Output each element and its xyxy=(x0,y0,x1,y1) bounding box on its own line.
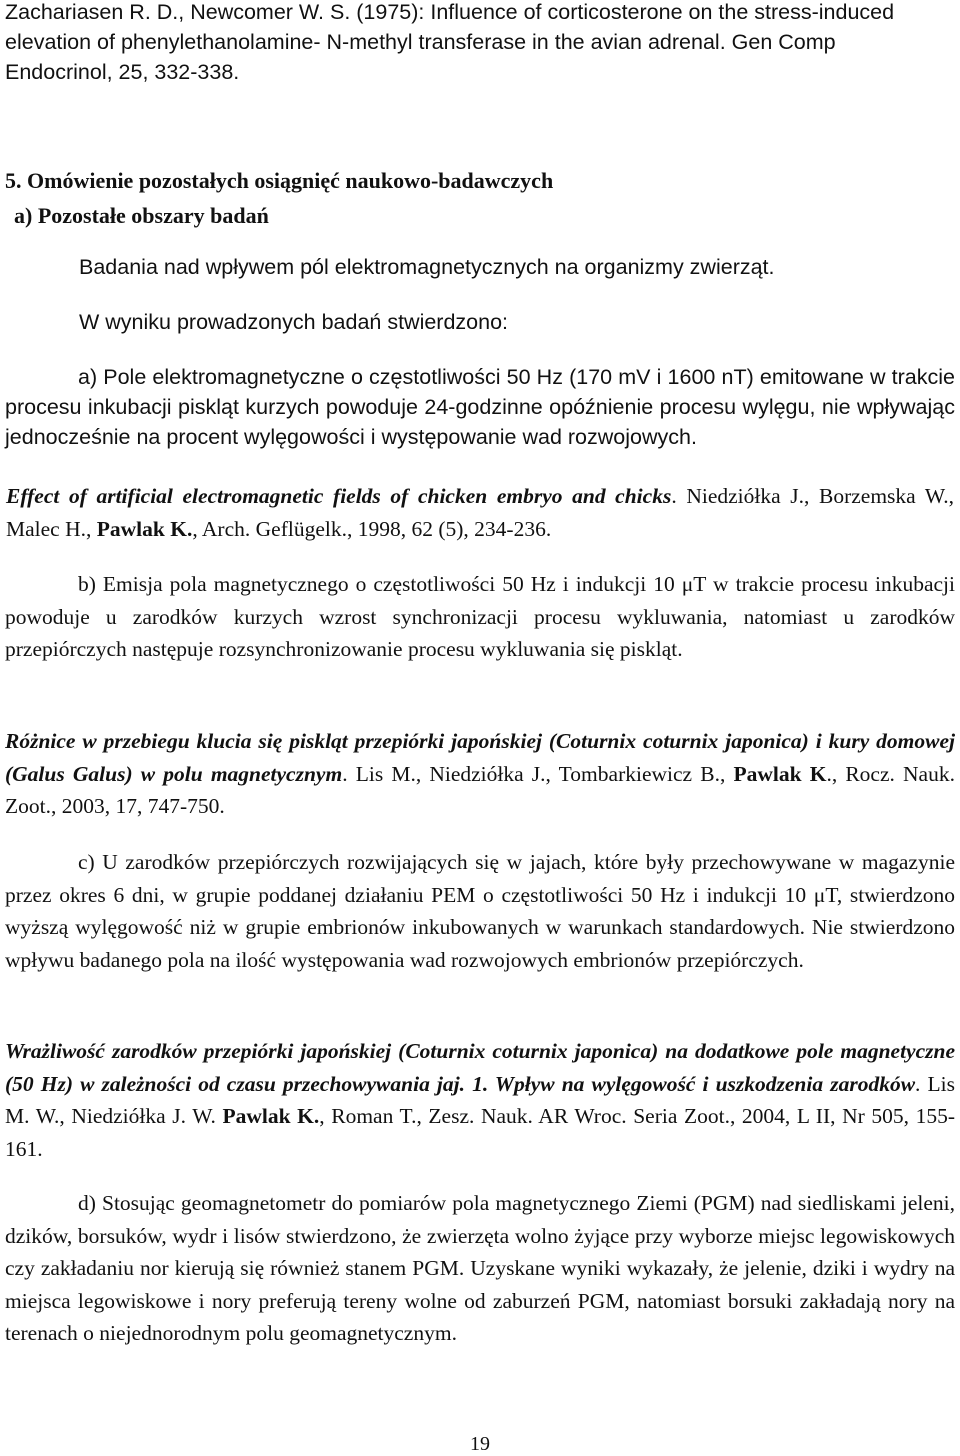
reference-title: Różnice w przebiegu klucia się piskląt przepiórki japońskiej (Coturnix coturnix japonica) i kury domowej (Galus Galus) w polu magnetycznym xyxy=(5,729,955,786)
reference-title: Wrażliwość zarodków przepiórki japońskiej (Coturnix coturnix japonica) na dodatkowe pole magnetyczne (50 Hz) w zależności od czasu przechowywania jaj. 1. Wpływ na wylęgowość i uszkodzenia zarodków xyxy=(5,1039,955,1096)
reference-title: Effect of artificial electromagnetic fields of chicken embryo and chicks xyxy=(6,484,672,508)
reference-line: elevation of phenylethanolamine- N-methyl transferase in the avian adrenal. Gen Comp xyxy=(5,30,836,54)
reference-highlighted-author: Pawlak K. xyxy=(96,516,193,541)
reference-source: ., Rocz. Nauk. Zoot., 2003, 17, 747-750. xyxy=(5,761,955,818)
reference-line: Zachariasen R. D., Newcomer W. S. (1975): Influence of corticosterone on the stress-induced xyxy=(5,0,895,24)
intro-findings: W wyniku prowadzonych badań stwierdzono: xyxy=(79,310,509,334)
reference-a xyxy=(6,480,954,545)
finding-c: c) U zarodków przepiórczych rozwijających się w jajach, które były przechowywane w magazynie przez okres 6 dni, w grupie poddanej działaniu PEM o częstotliwości 50 Hz i indukcji 10 μT, stwierdzono wyższą wylęgowość niż w grupie embrionów inkubowanych w warunkach standardowych. Nie stwierdzono wpływu badanego pola na ilość występowania wad rozwojowych embrionów przepiórczych. xyxy=(5,850,955,972)
reference-authors: . Niedziółka J., Borzemska W., Malec H., xyxy=(6,484,955,541)
reference-c xyxy=(5,1035,955,1165)
reference-b xyxy=(5,725,955,823)
section-subheading: a) Pozostałe obszary badań xyxy=(14,203,269,228)
reference-highlighted-author: Pawlak K xyxy=(733,761,827,786)
reference-authors: . Lis M. W., Niedziółka J. W. xyxy=(5,1071,955,1128)
finding-b: b) Emisja pola magnetycznego o częstotliwości 50 Hz i indukcji 10 μT w trakcie procesu inkubacji powoduje u zarodków kurzych wzrost synchronizacji procesu wykluwania, natomiast u zarodków przepiórczych następuje rozsynchronizowanie procesu wykluwania się piskląt. xyxy=(5,572,955,661)
reference-line: Endocrinol, 25, 332-338. xyxy=(5,60,240,84)
reference-source: , Arch. Geflügelk., 1998, 62 (5), 234-236. xyxy=(192,516,552,541)
reference-authors: . Lis M., Niedziółka J., Tombarkiewicz B., xyxy=(342,761,734,786)
section-heading: 5. Omówienie pozostałych osiągnięć naukowo-badawczych xyxy=(5,168,554,193)
top-reference xyxy=(5,0,955,87)
finding-d: d) Stosując geomagnetometr do pomiarów pola magnetycznego Ziemi (PGM) nad siedliskami jeleni, dzików, borsuków, wydr i lisów stwierdzono, że zwierzęta wolno żyjące przy wyborze miejsc legowiskowych czy zakładaniu nor kierują się również stanem PGM. Uzyskane wyniki wykazały, że jelenie, dziki i wydry na miejsca legowiskowe i nory preferują tereny wolne od zaburzeń PGM, natomiast borsuki zakładają nory na terenach o niejednorodnym polu geomagnetycznym. xyxy=(5,1191,955,1345)
reference-source: , Roman T., Zesz. Nauk. AR Wroc. Seria Zoot., 2004, L II, Nr 505, 155-161. xyxy=(5,1104,955,1161)
intro-topic: Badania nad wpływem pól elektromagnetycznych na organizmy zwierząt. xyxy=(79,255,775,279)
reference-highlighted-author: Pawlak K. xyxy=(222,1104,320,1128)
finding-a: a) Pole elektromagnetyczne o częstotliwości 50 Hz (170 mV i 1600 nT) emitowane w trakcie procesu inkubacji piskląt kurzych powoduje 24-godzinne opóźnienie procesu wylęgu, nie wpływając jednocześnie na procent wylęgowości i występowanie wad rozwojowych. xyxy=(5,365,955,449)
page-number: 19 xyxy=(470,1433,490,1455)
